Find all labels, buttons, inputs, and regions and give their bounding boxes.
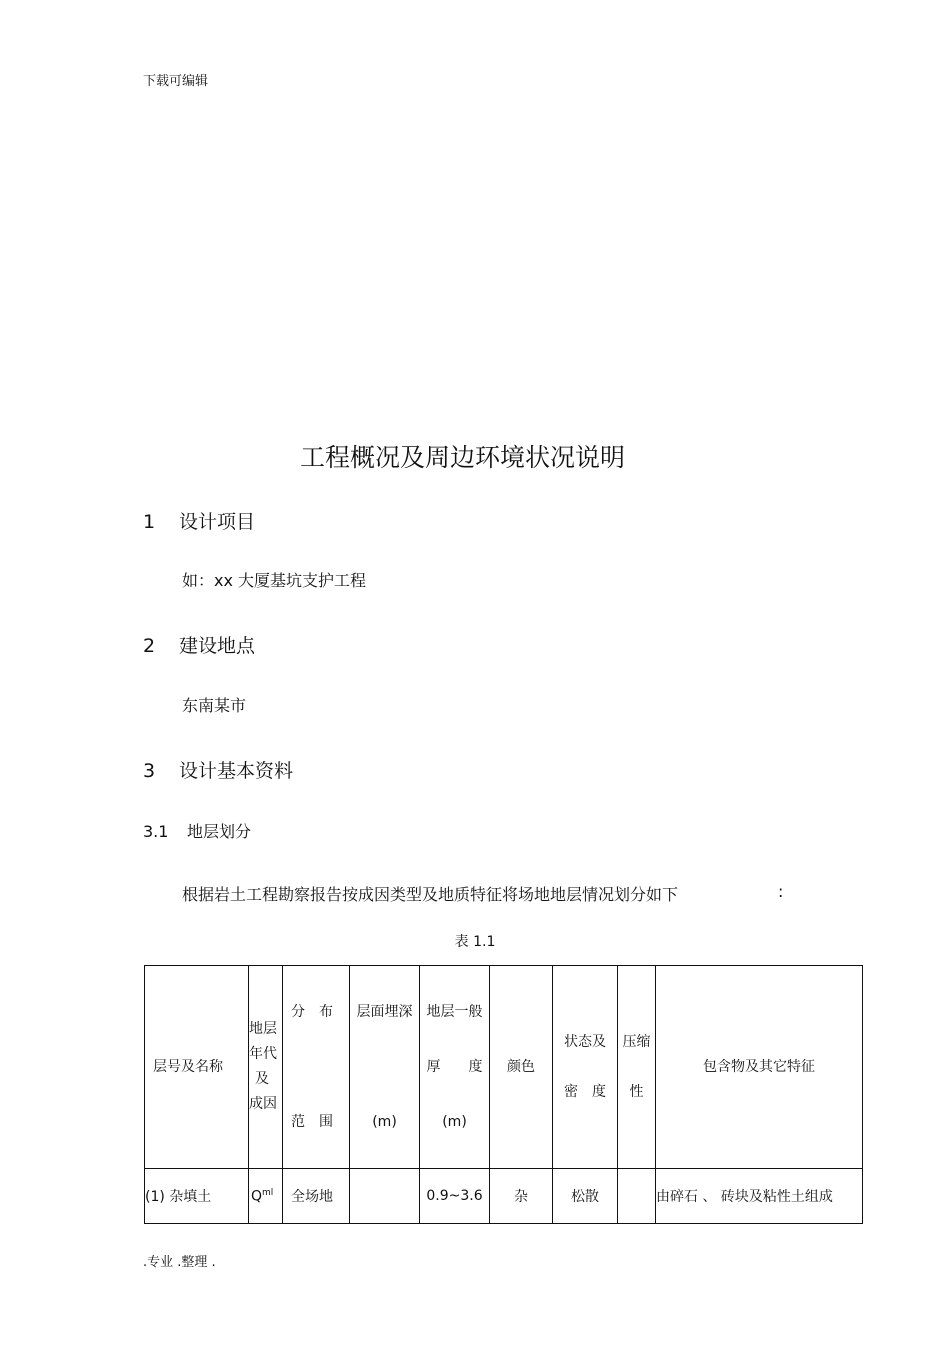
header-range-top: 分 布 <box>291 1003 333 1020</box>
section-2-heading <box>143 631 255 658</box>
table-caption: 表 1.1 <box>454 934 496 950</box>
header-thickness-mid: 厚 度 <box>426 1058 483 1075</box>
header-features: 包含物及其它特征 <box>656 966 863 1169</box>
header-compressibility <box>618 966 656 1169</box>
cell-age <box>249 1169 283 1224</box>
header-depth-top: 层面埋深 <box>356 1003 413 1020</box>
section-title: 设计基本资料 <box>179 760 294 782</box>
cell-state: 松散 <box>553 1169 618 1224</box>
header-note: 下载可编辑 <box>143 74 209 89</box>
header-range-bottom: 范 围 <box>291 1113 333 1130</box>
section-3-heading <box>143 756 293 783</box>
header-state-bottom: 密 度 <box>564 1083 606 1100</box>
section-number: 2 <box>143 635 156 657</box>
section-title: 建设地点 <box>179 635 256 657</box>
header-thickness <box>420 966 490 1169</box>
header-depth <box>350 966 420 1169</box>
header-color: 颜色 <box>490 966 553 1169</box>
header-state <box>553 966 618 1169</box>
section-1-body: 如：xx 大厦基坑支护工程 <box>182 571 367 590</box>
section-number: 3 <box>143 760 156 782</box>
header-thickness-unit: (m) <box>442 1113 467 1130</box>
section-title: 设计项目 <box>179 511 256 533</box>
header-age-line: 成因 <box>249 1096 277 1112</box>
cell-thickness: 0.9~3.6 <box>420 1169 490 1224</box>
cell-layer-name: (1) 杂填土 <box>145 1169 249 1224</box>
footer-note: .专业 .整理 . <box>143 1255 216 1270</box>
subsection-3-1-heading <box>143 819 251 842</box>
cell-features: 由碎石 、 砖块及粘性土组成 <box>656 1169 863 1224</box>
cell-age-superscript: ml <box>262 1187 274 1198</box>
section-number: 1 <box>143 511 156 533</box>
header-compress-top: 压缩 <box>622 1033 651 1050</box>
strata-table <box>144 965 863 1224</box>
header-depth-unit: (m) <box>372 1113 397 1130</box>
header-age-line: 及 <box>255 1071 269 1087</box>
section-2-body: 东南某市 <box>182 696 247 715</box>
header-compress-bottom: 性 <box>629 1083 644 1100</box>
header-thickness-top: 地层一般 <box>426 1003 483 1020</box>
cell-compressibility <box>618 1169 656 1224</box>
subsection-title: 地层划分 <box>187 822 252 841</box>
cell-age-symbol: Q <box>251 1188 263 1205</box>
document-title: 工程概况及周边环境状况说明 <box>299 443 625 472</box>
table-header-row <box>145 966 863 1169</box>
header-layer-name: 层号及名称 <box>145 966 249 1169</box>
header-age-line: 年代 <box>249 1046 277 1062</box>
cell-color: 杂 <box>490 1169 553 1224</box>
cell-depth <box>350 1169 420 1224</box>
section-1-heading <box>143 507 255 534</box>
subsection-number: 3.1 <box>143 822 169 841</box>
table-row <box>145 1169 863 1224</box>
header-age <box>249 966 283 1169</box>
intro-paragraph: 根据岩土工程勘察报告按成因类型及地质特征将场地地层情况划分如下 <box>182 885 679 904</box>
header-range <box>283 966 350 1169</box>
intro-colon: : <box>778 882 784 901</box>
header-state-top: 状态及 <box>564 1033 606 1050</box>
header-age-line: 地层 <box>249 1021 277 1037</box>
cell-range: 全场地 <box>283 1169 350 1224</box>
